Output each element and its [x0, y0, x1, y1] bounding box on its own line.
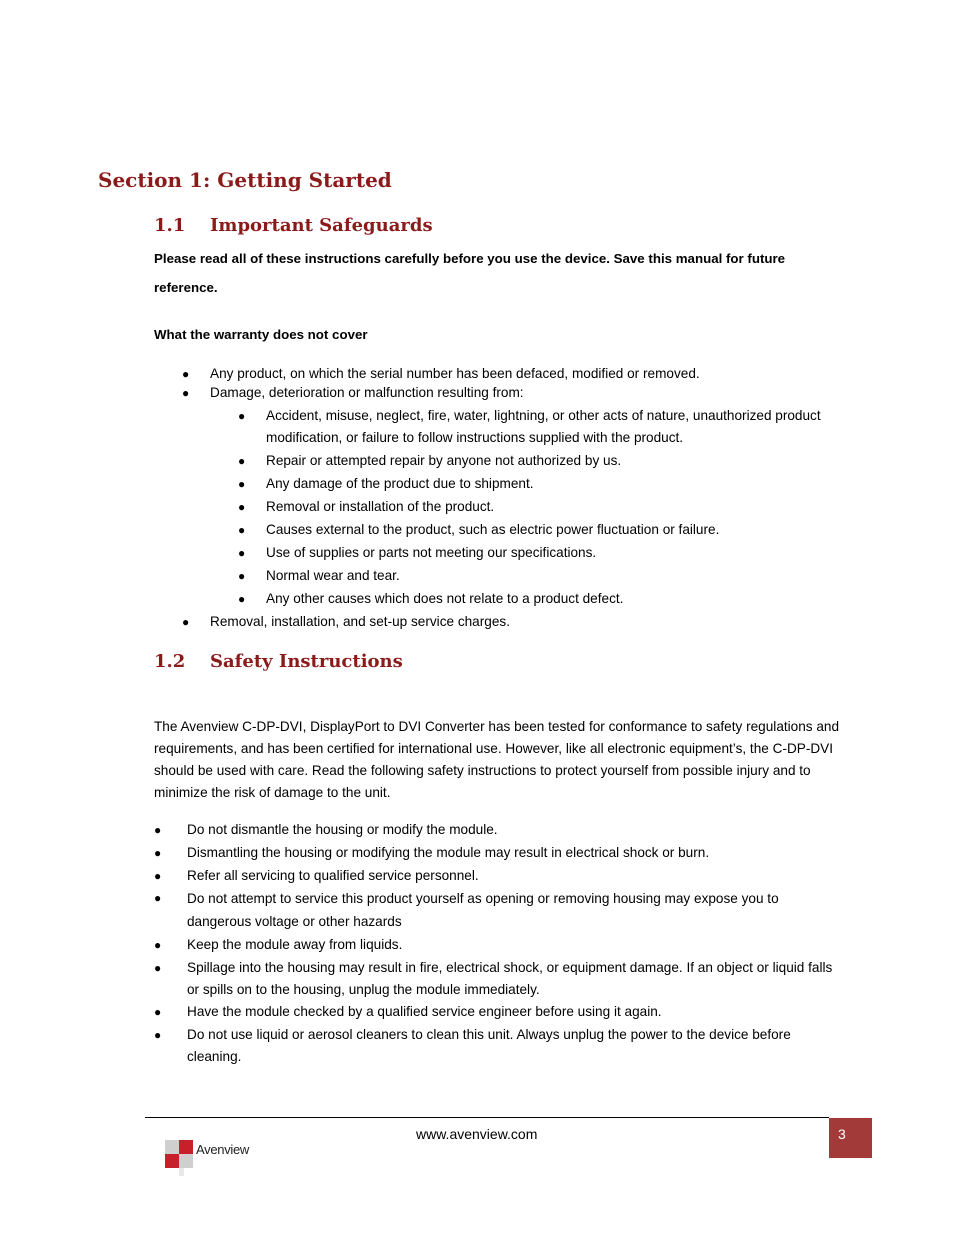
- subsection-heading-1-1: [154, 215, 433, 236]
- list-item: ● Do not attempt to service this product yourself as opening or removing housing may expose you to dangerous voltage or other hazards: [187, 887, 827, 933]
- bullet-icon: ●: [154, 1028, 162, 1042]
- bullet-icon: ●: [154, 938, 162, 952]
- list-item: ● Any other causes which does not relate to a product defect.: [266, 588, 826, 610]
- list-item: ● Any damage of the product due to shipment.: [266, 473, 826, 495]
- subsection-number: 1.1: [154, 215, 186, 236]
- list-item: ● Causes external to the product, such as electric power fluctuation or failure.: [266, 519, 826, 541]
- subsection-title: Safety Instructions: [210, 651, 403, 672]
- logo-square-icon: [179, 1140, 193, 1154]
- logo-square-icon: [179, 1154, 193, 1168]
- list-item: ● Accident, misuse, neglect, fire, water, lightning, or other acts of nature, unauthorized product modification, or failure to follow instructions supplied with the product.: [266, 405, 826, 449]
- bullet-icon: ●: [238, 592, 246, 606]
- avenview-logo: [163, 1136, 283, 1180]
- subsection-heading-1-2: [154, 651, 403, 672]
- bullet-icon: ●: [238, 454, 246, 468]
- logo-text: Avenview: [196, 1142, 250, 1157]
- section-title: Section 1: Getting Started: [98, 168, 392, 192]
- bullet-icon: ●: [154, 1005, 162, 1019]
- read-note-line-2: reference.: [154, 280, 218, 295]
- list-item: ● Damage, deterioration or malfunction resulting from:: [210, 382, 830, 404]
- list-item: ● Removal, installation, and set-up service charges.: [210, 611, 830, 633]
- list-item: ● Do not use liquid or aerosol cleaners to clean this unit. Always unplug the power to the device before cleaning.: [187, 1024, 847, 1068]
- logo-square-icon: [165, 1140, 179, 1154]
- list-item: ● Normal wear and tear.: [266, 565, 826, 587]
- list-item: ● Spillage into the housing may result in fire, electrical shock, or equipment damage. If an object or liquid falls or spills on to the housing, unplug the module immediately.: [187, 957, 847, 1001]
- list-item: ● Do not dismantle the housing or modify the module.: [187, 819, 847, 841]
- list-item: ● Use of supplies or parts not meeting our specifications.: [266, 542, 826, 564]
- list-item: ● Removal or installation of the product.: [266, 496, 826, 518]
- safety-intro-paragraph: The Avenview C-DP-DVI, DisplayPort to DVI Converter has been tested for conformance to safety regulations and requirements, and has been certified for international use. However, like all electronic equipment’s, the C-DP-DVI should be used with care. Read the following safety instructions to protect yourself from possible injury and to minimize the risk of damage to the unit.: [154, 719, 840, 800]
- list-item: ● Refer all servicing to qualified service personnel.: [187, 865, 847, 887]
- warranty-heading: What the warranty does not cover: [154, 327, 368, 342]
- bullet-icon: ●: [154, 961, 162, 975]
- bullet-icon: ●: [238, 569, 246, 583]
- bullet-icon: ●: [182, 615, 190, 629]
- subsection-number: 1.2: [154, 651, 186, 672]
- bullet-icon: ●: [238, 546, 246, 560]
- footer-url: www.avenview.com: [416, 1126, 538, 1142]
- list-item: ● Keep the module away from liquids.: [187, 934, 847, 956]
- logo-square-icon: [179, 1168, 184, 1176]
- bullet-icon: ●: [154, 891, 162, 905]
- footer-divider: [145, 1117, 829, 1118]
- bullet-icon: ●: [238, 477, 246, 491]
- bullet-icon: ●: [154, 869, 162, 883]
- logo-square-icon: [165, 1154, 179, 1168]
- page-number-badge: [829, 1118, 872, 1158]
- list-item: ● Dismantling the housing or modifying the module may result in electrical shock or burn.: [187, 842, 847, 864]
- bullet-icon: ●: [182, 386, 190, 400]
- bullet-icon: ●: [154, 846, 162, 860]
- bullet-icon: ●: [238, 500, 246, 514]
- list-item: ● Any product, on which the serial number has been defaced, modified or removed.: [210, 363, 830, 385]
- list-item: ● Repair or attempted repair by anyone not authorized by us.: [266, 450, 826, 472]
- bullet-icon: ●: [238, 523, 246, 537]
- bullet-icon: ●: [238, 409, 246, 423]
- page-number: 3: [838, 1126, 846, 1142]
- subsection-title: Important Safeguards: [210, 215, 433, 236]
- bullet-icon: ●: [182, 367, 190, 381]
- read-note-line-1: Please read all of these instructions carefully before you use the device. Save this manual for future: [154, 251, 786, 266]
- list-item: ● Have the module checked by a qualified service engineer before using it again.: [187, 1001, 847, 1023]
- bullet-icon: ●: [154, 823, 162, 837]
